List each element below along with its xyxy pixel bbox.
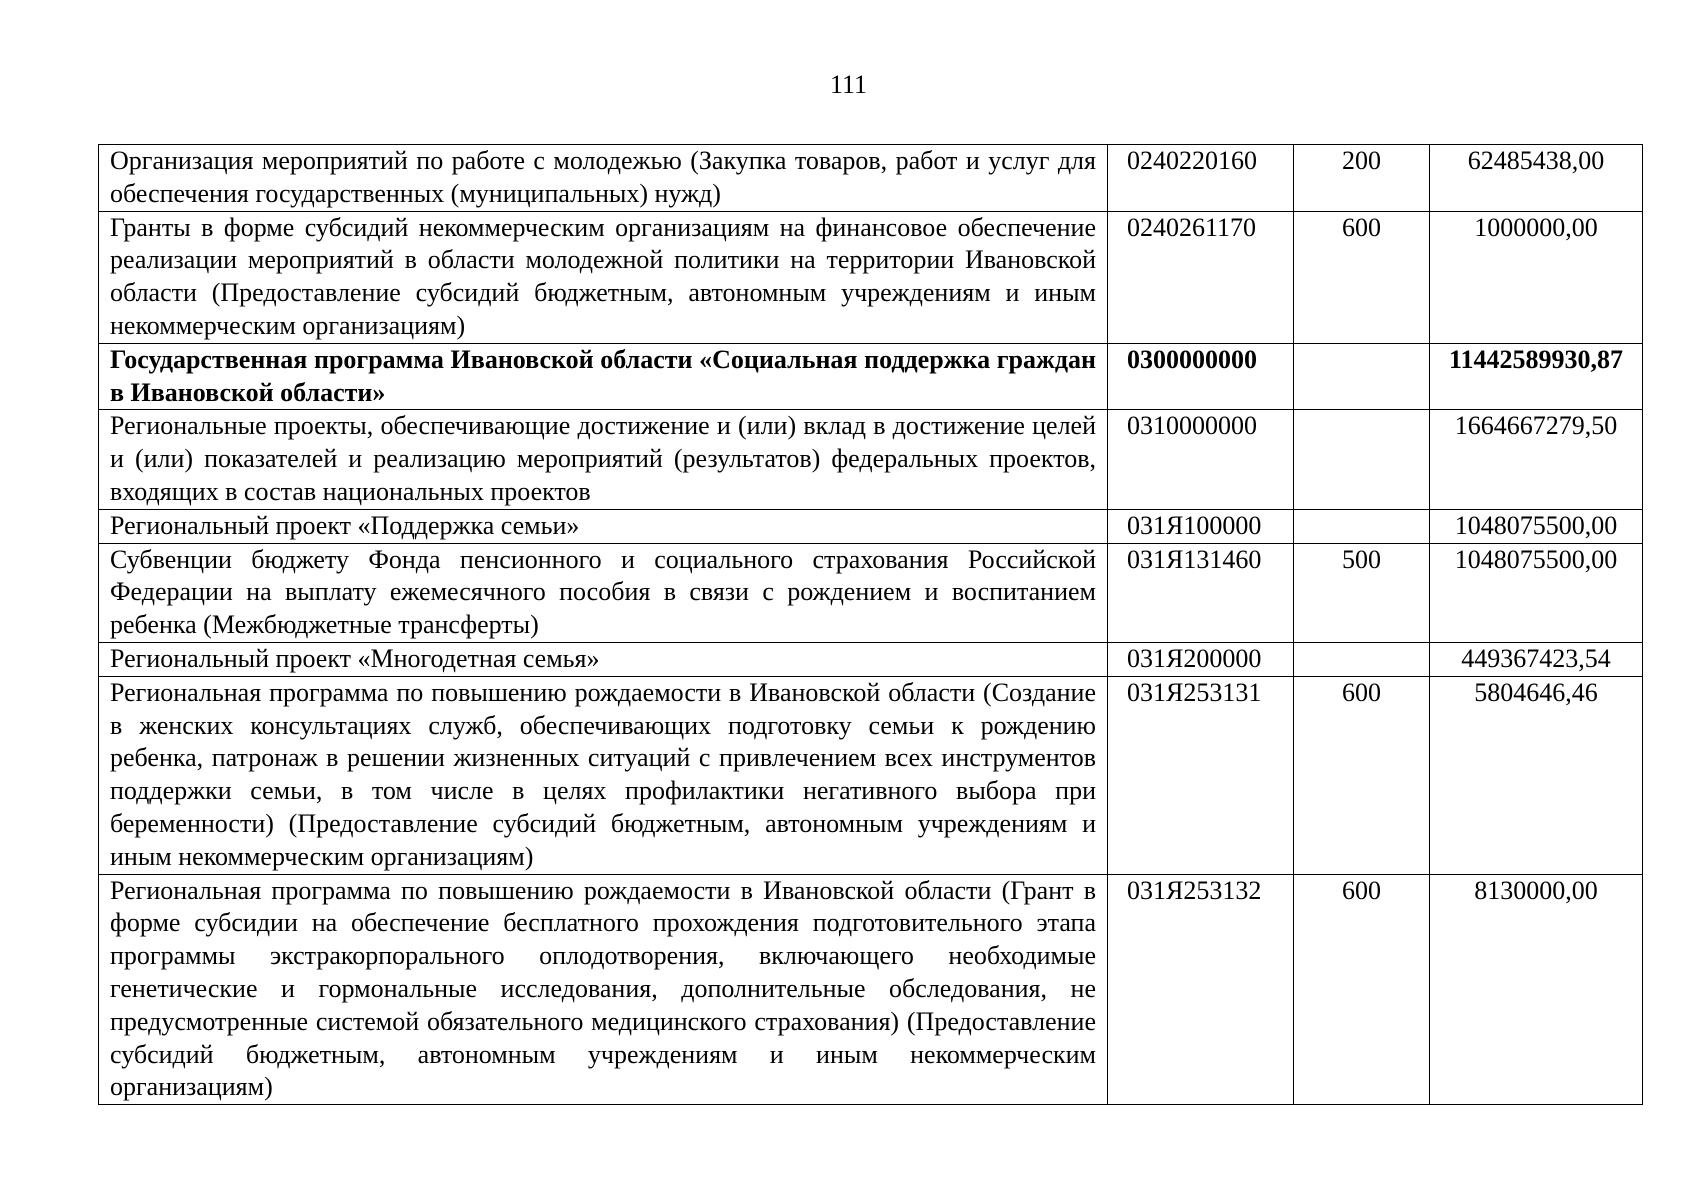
amount-cell: 11442589930,87 bbox=[1430, 343, 1643, 410]
expense-type-cell: 600 bbox=[1294, 676, 1430, 874]
description-cell: Гранты в форме субсидий некоммерческим организациям на финансовое обеспечение реализации мероприятий в области молодежной политики на территории Ивановской области (Предоставление субсидий бюджетным, автономным учреждениям и иным некоммерческим организациям) bbox=[99, 211, 1108, 343]
table-row bbox=[99, 211, 1643, 343]
table-row bbox=[99, 509, 1643, 543]
target-code-cell: 0240261170 bbox=[1108, 211, 1294, 343]
target-code-cell: 0300000000 bbox=[1108, 343, 1294, 410]
description-cell: Организация мероприятий по работе с молодежью (Закупка товаров, работ и услуг для обеспечения государственных (муниципальных) нужд) bbox=[99, 145, 1108, 212]
target-code-cell: 0240220160 bbox=[1108, 145, 1294, 212]
expense-type-cell bbox=[1294, 410, 1430, 509]
amount-cell: 5804646,46 bbox=[1430, 676, 1643, 874]
budget-table-body bbox=[99, 145, 1643, 1105]
table-row bbox=[99, 676, 1643, 874]
page-number: 111 bbox=[829, 70, 868, 99]
target-code-cell: 031Я200000 bbox=[1108, 642, 1294, 676]
expense-type-cell bbox=[1294, 509, 1430, 543]
budget-table bbox=[98, 144, 1643, 1105]
description-cell: Государственная программа Ивановской области «Социальная поддержка граждан в Ивановской области» bbox=[99, 343, 1108, 410]
table-row bbox=[99, 410, 1643, 509]
table-row bbox=[99, 343, 1643, 410]
description-cell: Региональный проект «Поддержка семьи» bbox=[99, 509, 1108, 543]
target-code-cell: 031Я253131 bbox=[1108, 676, 1294, 874]
expense-type-cell bbox=[1294, 642, 1430, 676]
table-row bbox=[99, 145, 1643, 212]
table-row bbox=[99, 642, 1643, 676]
table-row bbox=[99, 874, 1643, 1105]
expense-type-cell: 500 bbox=[1294, 543, 1430, 642]
expense-type-cell bbox=[1294, 343, 1430, 410]
target-code-cell: 0310000000 bbox=[1108, 410, 1294, 509]
amount-cell: 1000000,00 bbox=[1430, 211, 1643, 343]
description-cell: Региональная программа по повышению рождаемости в Ивановской области (Создание в женских консультациях служб, обеспечивающих подготовку семьи к рождению ребенка, патронаж в решении жизненных ситуаций с привлечением всех инструментов поддержки семьи, в том числе в целях профилактики негативного выбора при беременности) (Предоставление субсидий бюджетным, автономным учреждениям и иным некоммерческим организациям) bbox=[99, 676, 1108, 874]
target-code-cell: 031Я100000 bbox=[1108, 509, 1294, 543]
target-code-cell: 031Я253132 bbox=[1108, 874, 1294, 1105]
expense-type-cell: 600 bbox=[1294, 211, 1430, 343]
table-row bbox=[99, 543, 1643, 642]
amount-cell: 1048075500,00 bbox=[1430, 543, 1643, 642]
expense-type-cell: 200 bbox=[1294, 145, 1430, 212]
description-cell: Субвенции бюджету Фонда пенсионного и социального страхования Российской Федерации на выплату ежемесячного пособия в связи с рождением и воспитанием ребенка (Межбюджетные трансферты) bbox=[99, 543, 1108, 642]
amount-cell: 8130000,00 bbox=[1430, 874, 1643, 1105]
amount-cell: 449367423,54 bbox=[1430, 642, 1643, 676]
amount-cell: 1664667279,50 bbox=[1430, 410, 1643, 509]
target-code-cell: 031Я131460 bbox=[1108, 543, 1294, 642]
expense-type-cell: 600 bbox=[1294, 874, 1430, 1105]
description-cell: Региональные проекты, обеспечивающие достижение и (или) вклад в достижение целей и (или) показателей и реализацию мероприятий (результатов) федеральных проектов, входящих в состав национальных проектов bbox=[99, 410, 1108, 509]
amount-cell: 1048075500,00 bbox=[1430, 509, 1643, 543]
amount-cell: 62485438,00 bbox=[1430, 145, 1643, 212]
description-cell: Региональная программа по повышению рождаемости в Ивановской области (Грант в форме субсидии на обеспечение бесплатного прохождения подготовительного этапа программы экстракорпорального оплодотворения, включающего необходимые генетические и гормональные исследования, дополнительные обследования, не предусмотренные системой обязательного медицинского страхования) (Предоставление субсидий бюджетным, автономным учреждениям и иным некоммерческим организациям) bbox=[99, 874, 1108, 1105]
description-cell: Региональный проект «Многодетная семья» bbox=[99, 642, 1108, 676]
